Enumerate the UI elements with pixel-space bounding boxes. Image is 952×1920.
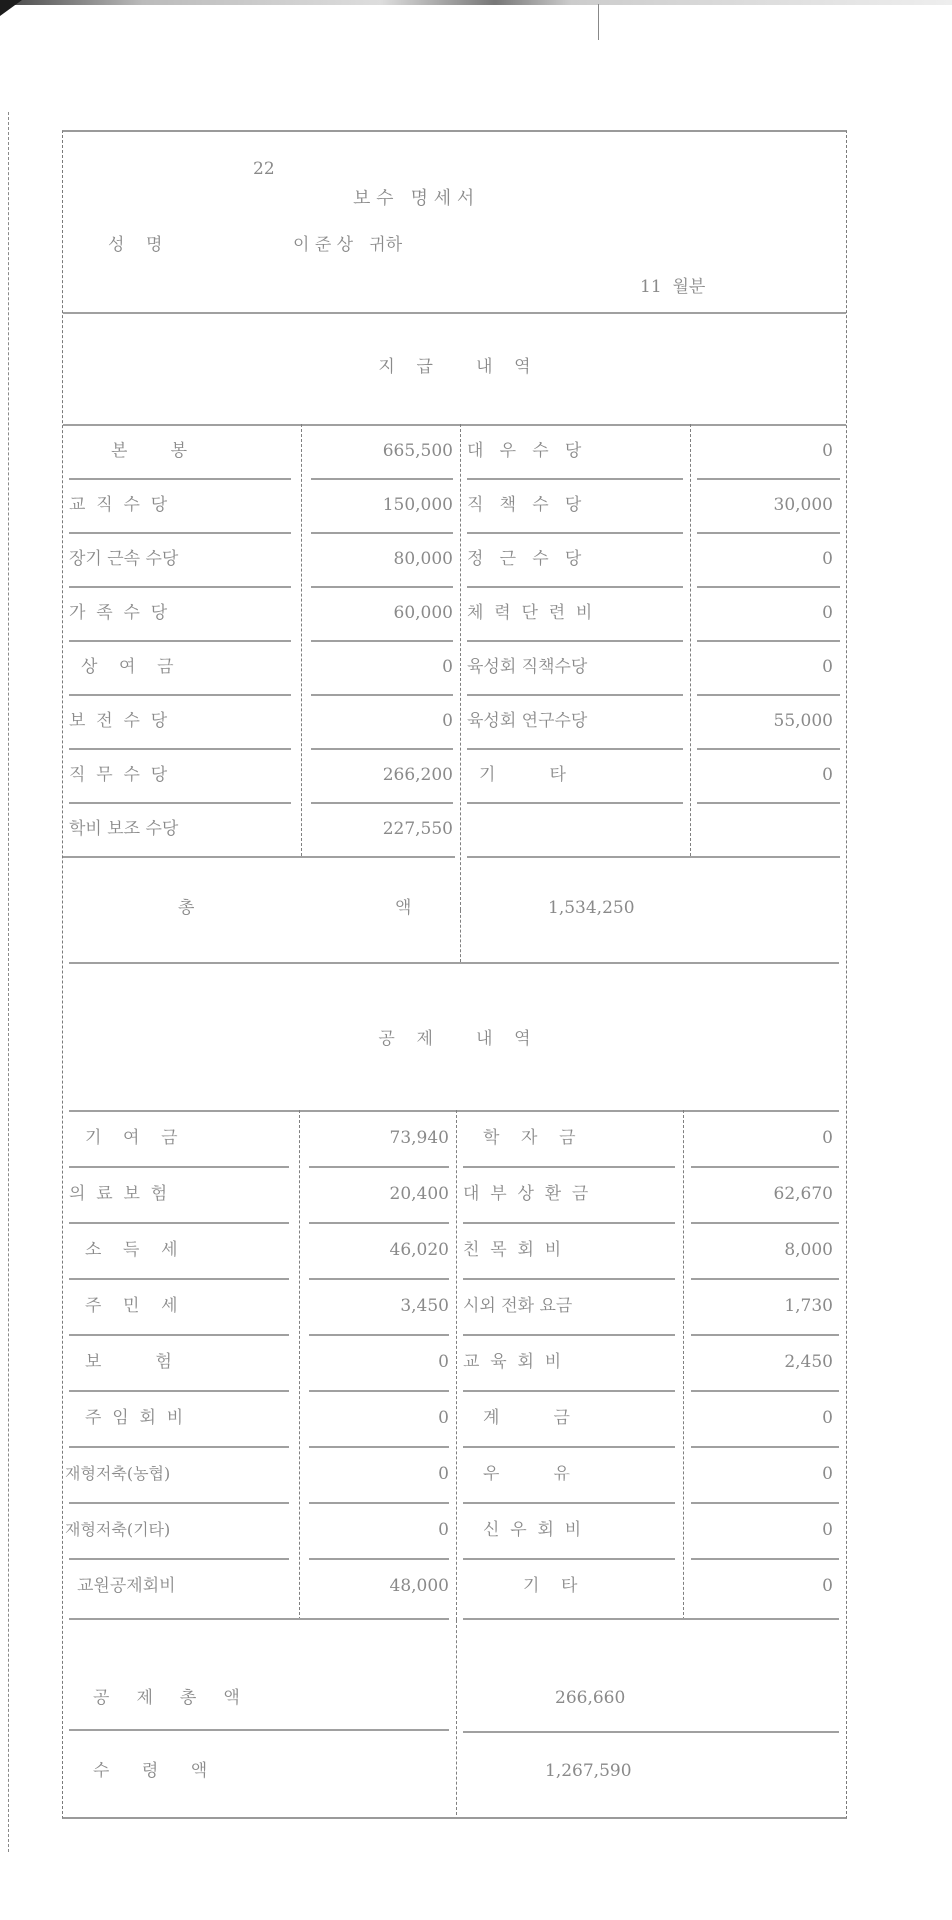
table-row	[63, 478, 846, 532]
divider	[63, 312, 846, 314]
item-label: 우 유	[483, 1464, 570, 1484]
item-label: 직 무 수 당	[69, 765, 168, 785]
item-amount: 46,020	[389, 1240, 449, 1260]
item-amount: 48,000	[389, 1576, 449, 1596]
item-amount: 3,450	[400, 1296, 449, 1316]
item-label: 기 타	[523, 1576, 578, 1596]
item-label: 교원공제회비	[77, 1576, 176, 1596]
name-value: 이 준 상 귀하	[293, 235, 403, 255]
table-row	[63, 748, 846, 802]
item-label: 계 금	[483, 1408, 570, 1428]
item-label: 시외 전화 요금	[463, 1296, 573, 1316]
item-amount: 150,000	[382, 495, 453, 515]
deductions-total-amount: 266,660	[555, 1688, 626, 1708]
table-row	[63, 1446, 846, 1502]
scan-mark	[598, 4, 599, 40]
item-amount: 0	[438, 1352, 449, 1372]
item-label: 육성회 직책수당	[467, 657, 588, 677]
item-label: 학 자 금	[483, 1128, 576, 1148]
item-amount: 20,400	[389, 1184, 449, 1204]
table-row	[63, 424, 846, 478]
item-amount: 0	[438, 1464, 449, 1484]
item-label: 보 전 수 당	[69, 711, 168, 731]
item-amount: 0	[822, 1576, 833, 1596]
item-amount: 0	[442, 711, 453, 731]
item-label: 재형저축(기타)	[65, 1520, 171, 1539]
item-label: 신 우 회 비	[483, 1520, 582, 1540]
item-label: 정 근 수 당	[467, 549, 582, 569]
item-label: 의 료 보 험	[69, 1184, 168, 1204]
item-amount: 1,730	[784, 1296, 833, 1316]
item-amount: 266,200	[382, 765, 453, 785]
item-label: 대 부 상 환 금	[463, 1184, 589, 1204]
table-row	[63, 532, 846, 586]
payments-section-title: 지 급 내 역	[378, 357, 531, 377]
item-label: 보 험	[85, 1352, 172, 1372]
table-row	[63, 694, 846, 748]
document-title: 보 수 명 세 서	[353, 188, 475, 209]
item-amount: 0	[822, 441, 833, 461]
item-amount: 55,000	[773, 711, 833, 731]
item-label: 가 족 수 당	[69, 603, 168, 623]
item-label: 장기 근속 수당	[69, 549, 179, 569]
payments-total-row	[63, 856, 846, 964]
net-pay-label: 수 령 액	[93, 1761, 208, 1781]
table-row	[63, 640, 846, 694]
item-amount: 0	[822, 1408, 833, 1428]
item-label: 소 득 세	[85, 1240, 178, 1260]
pay-statement-form	[62, 130, 847, 1819]
item-label: 학비 보조 수당	[69, 819, 179, 839]
page-margin-line	[8, 112, 9, 1852]
item-amount: 0	[822, 549, 833, 569]
item-amount: 30,000	[773, 495, 833, 515]
scan-corner-shadow	[0, 0, 22, 16]
table-row	[63, 1558, 846, 1616]
total-label: 총	[178, 898, 195, 918]
payments-total-amount: 1,534,250	[548, 898, 635, 918]
page-number: 22	[253, 159, 275, 179]
item-label: 본 봉	[111, 441, 188, 461]
item-amount: 2,450	[784, 1352, 833, 1372]
item-label: 기 타	[479, 765, 566, 785]
item-amount: 62,670	[773, 1184, 833, 1204]
table-row	[63, 1166, 846, 1222]
divider	[69, 962, 839, 964]
item-amount: 227,550	[382, 819, 453, 839]
item-amount: 0	[822, 603, 833, 623]
item-amount: 0	[442, 657, 453, 677]
item-amount: 0	[438, 1408, 449, 1428]
item-amount: 0	[822, 765, 833, 785]
item-amount: 0	[822, 1464, 833, 1484]
table-row	[63, 1222, 846, 1278]
item-label: 주 민 세	[85, 1296, 178, 1316]
item-amount: 0	[822, 1128, 833, 1148]
scan-edge	[0, 0, 952, 5]
net-pay-row	[63, 1732, 846, 1817]
column-divider	[460, 910, 461, 962]
item-label: 주 임 회 비	[85, 1408, 184, 1428]
item-amount: 8,000	[784, 1240, 833, 1260]
table-row	[63, 586, 846, 640]
name-label: 성 명	[108, 235, 163, 255]
item-label: 대 우 수 당	[467, 441, 582, 461]
item-label: 친 목 회 비	[463, 1240, 562, 1260]
item-label: 체 력 단 련 비	[467, 603, 593, 623]
deductions-table	[63, 1110, 846, 1640]
item-amount: 665,500	[382, 441, 453, 461]
item-amount: 0	[822, 1520, 833, 1540]
item-label: 재형저축(농협)	[65, 1464, 171, 1483]
item-label: 상 여 금	[81, 657, 174, 677]
table-row	[63, 1502, 846, 1558]
item-label: 직 책 수 당	[467, 495, 582, 515]
statement-month: 11 월분	[640, 277, 706, 297]
item-amount: 80,000	[393, 549, 453, 569]
item-label: 교 육 회 비	[463, 1352, 562, 1372]
table-row	[63, 1390, 846, 1446]
item-amount: 0	[438, 1520, 449, 1540]
item-amount: 73,940	[389, 1128, 449, 1148]
item-label: 기 여 금	[85, 1128, 178, 1148]
net-pay-amount: 1,267,590	[545, 1761, 632, 1781]
item-label: 육성회 연구수당	[467, 711, 588, 731]
item-label: 교 직 수 당	[69, 495, 168, 515]
deductions-section-title: 공 제 내 역	[378, 1029, 531, 1049]
table-row	[63, 1334, 846, 1390]
total-label: 공 제 총 액	[93, 1688, 240, 1708]
table-row	[63, 1110, 846, 1166]
item-amount: 60,000	[393, 603, 453, 623]
payments-table	[63, 424, 846, 918]
table-row	[63, 1278, 846, 1334]
total-label: 액	[395, 898, 412, 918]
table-row	[63, 802, 846, 856]
item-amount: 0	[822, 657, 833, 677]
